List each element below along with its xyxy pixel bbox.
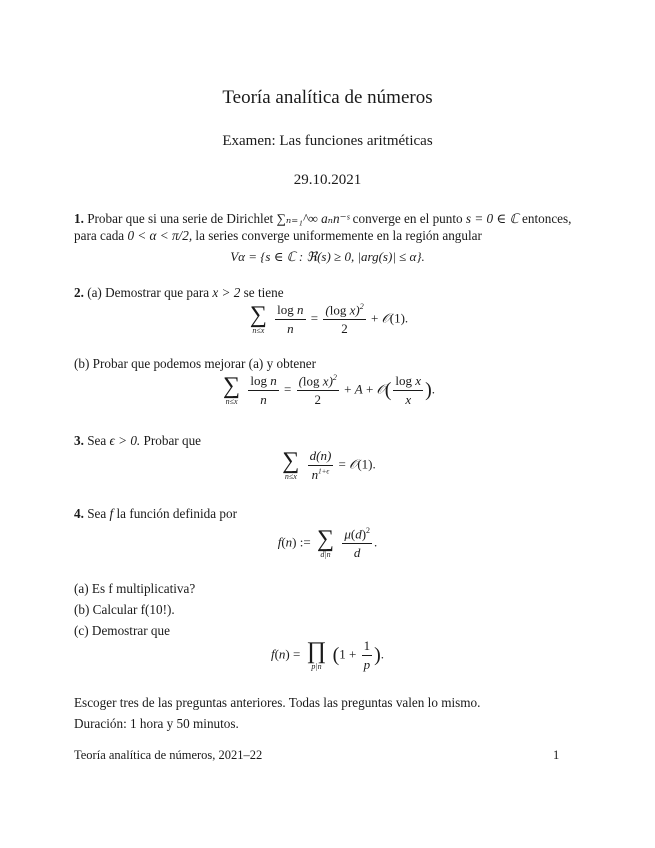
- problem-2-number: 2.: [74, 285, 84, 300]
- evaluation-point: s = 0 ∈ ℂ: [465, 211, 519, 226]
- page-footer: Teoría analítica de números, 2021–22: [74, 748, 263, 762]
- problem-3-text-2: Probar que: [143, 433, 202, 448]
- problem-4a: (a) Es f multiplicativa?: [74, 581, 196, 596]
- page-number: 1: [553, 748, 560, 762]
- problem-1-text-d: para cada: [74, 228, 125, 243]
- problem-1-text-c: entonces,: [522, 211, 572, 226]
- problem-4-line: [74, 505, 237, 522]
- duration: Duración: 1 hora y 50 minutos.: [74, 716, 239, 731]
- formula-2a: ∑ n≤x $\frac{\text{log n}}{n}$ = $\frac{(\log x)^2}{2}$ + 𝒪(1).: [249, 301, 409, 337]
- problem-1-text-b: converge en el punto: [352, 211, 463, 226]
- problem-4-text-2: la función definida por: [116, 506, 237, 521]
- problem-4-number: 4.: [74, 506, 84, 521]
- exam-subtitle: Examen: Las funciones aritméticas: [222, 133, 433, 149]
- problem-2a-condition: x > 2: [212, 285, 241, 300]
- problem-3-line: [74, 432, 201, 449]
- problem-2a-text-2: se tiene: [243, 285, 284, 300]
- formula-4-definition: f(n) := ∑ d|n $\frac{\mu(d)^2}{d}$ .: [277, 525, 378, 561]
- epsilon-condition: ϵ > 0.: [109, 433, 141, 448]
- problem-2-part-a: [74, 284, 284, 301]
- alpha-condition: 0 < α < π/2,: [127, 228, 193, 243]
- formula-2b: ∑ n≤x $\frac{\text{log n}}{n}$ = $\frac{(\log x)^2}{2}$ + A + 𝒪( $\frac{\text{log x}}{x}$ ).: [223, 372, 435, 408]
- problem-1-line-1: [74, 210, 571, 227]
- problem-1-text-e: la series converge uniformemente en la región angular: [195, 228, 482, 243]
- problem-1-text-a: Probar que si una serie de Dirichlet: [87, 211, 274, 226]
- formula-3: ∑ n≤x $\frac{d(n)}{n^{1+\epsilon}}$ = 𝒪(1).: [282, 447, 376, 482]
- problem-4c: (c) Demostrar que: [74, 623, 170, 638]
- page-title: Teoría analítica de números: [222, 87, 433, 108]
- region-formula: Vα = {s ∈ ℂ : ℜ(s) ≥ 0, |arg(s)| ≤ α}.: [230, 249, 425, 264]
- instructions: Escoger tres de las preguntas anteriores. Todas las preguntas valen lo mismo.: [74, 695, 481, 710]
- formula-4c: f(n) = ∏ p|n (1 + $\frac{1}{p}$ ).: [270, 637, 385, 672]
- problem-2a-text: (a) Demostrar que para: [87, 285, 210, 300]
- problem-1-line-2: [74, 227, 482, 244]
- problem-1-number: 1.: [74, 211, 84, 226]
- exam-date: 29.10.2021: [293, 172, 362, 188]
- problem-3-text-1: Sea: [87, 433, 107, 448]
- problem-4-text-1: Sea: [87, 506, 107, 521]
- dirichlet-series: ∑ₙ₌₁^∞ aₙn⁻ˢ: [276, 211, 350, 226]
- function-f: f: [109, 506, 114, 521]
- problem-3-number: 3.: [74, 433, 84, 448]
- problem-4b: (b) Calcular f(10!).: [74, 602, 175, 617]
- problem-2-part-b: (b) Probar que podemos mejorar (a) y obtener: [74, 356, 317, 371]
